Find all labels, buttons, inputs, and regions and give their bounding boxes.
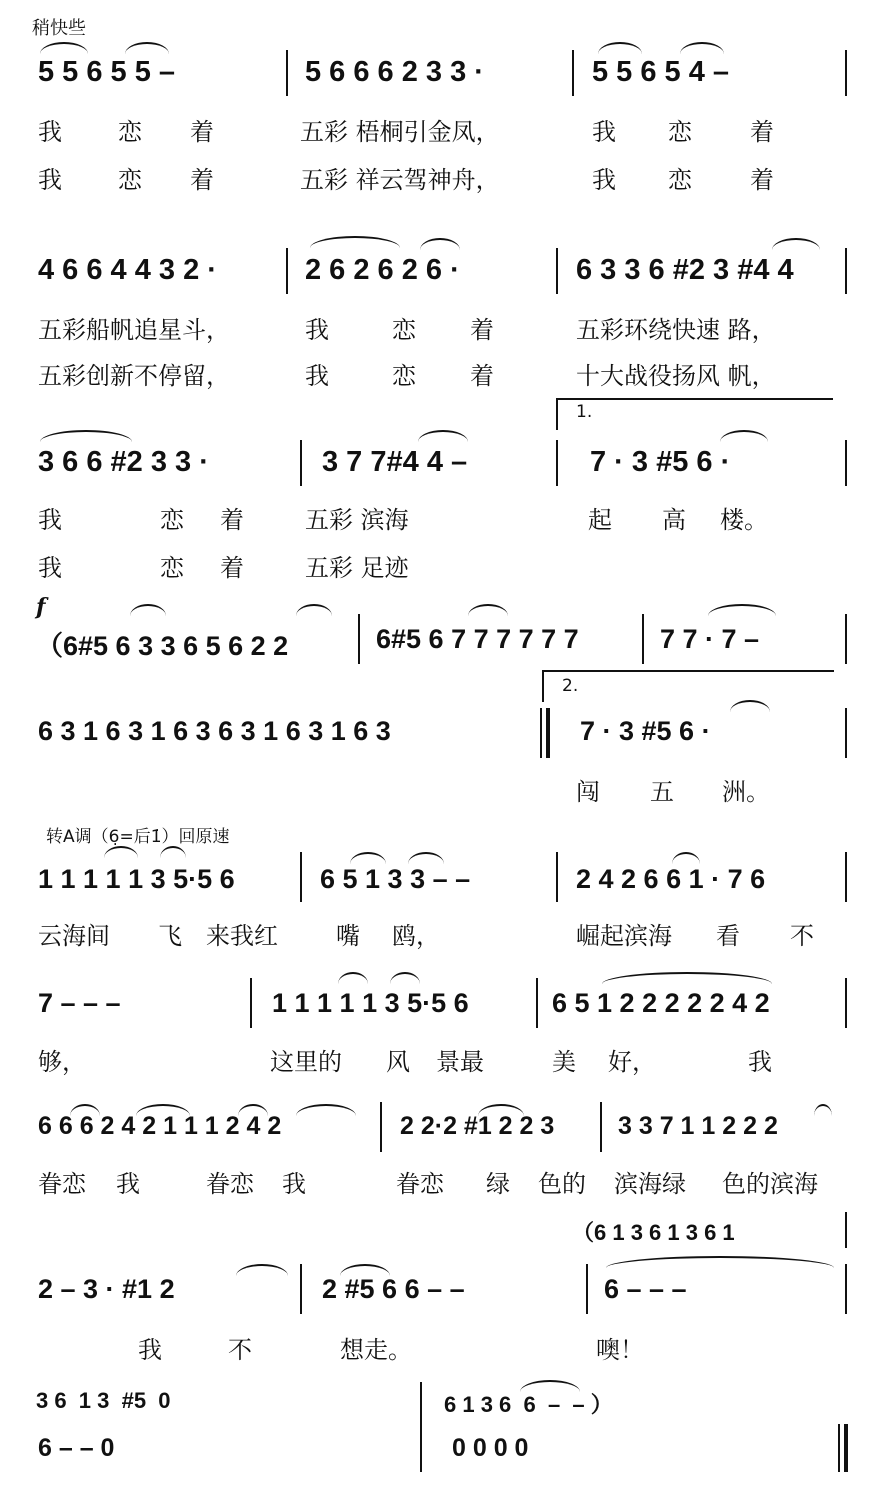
tempo-marking: 稍快些: [32, 18, 86, 39]
key-change-marking: 转A调（6̣=后1̇）回原速: [46, 827, 230, 847]
barline: [286, 248, 288, 294]
measure-5: 2 6 2 6 2 6 ·: [305, 254, 460, 286]
measure-11: 6#5 6 7 7 7 7 7 7: [376, 624, 579, 654]
system-9-lyrics: 我 不 想走。 噢！: [138, 1336, 644, 1364]
system-8-notes: [0, 1112, 873, 1152]
system-9-notes: [0, 1274, 873, 1314]
system-10-upper-voice: [0, 1388, 873, 1418]
measure-15: 1 1 1 1 1 3 5·5 6: [38, 864, 235, 894]
slur: [238, 1104, 268, 1116]
barline: [556, 852, 558, 902]
slur: [160, 846, 186, 858]
slur: [418, 430, 468, 442]
measure-28: 0 0 0 0: [452, 1434, 529, 1462]
volta-bracket-2: [542, 670, 834, 702]
slur: [296, 604, 332, 616]
slur: [520, 1380, 580, 1392]
system-3-lyrics-verse-2: 我 恋 着 五彩 足迹: [38, 554, 409, 582]
slur: [104, 846, 138, 858]
barline: [536, 978, 538, 1028]
slur: [602, 972, 772, 984]
measure-9: 7 · 3 #5 6 ·: [590, 446, 731, 478]
slur: [598, 42, 642, 54]
measure-4: 4 6 6 4 4 3 2 ·: [38, 254, 217, 286]
barline: [556, 440, 558, 486]
system-6-notes: [0, 864, 873, 904]
measure-8: 3 7 7#4 4 –: [322, 446, 468, 478]
barline: [845, 440, 847, 486]
slur: [468, 604, 508, 616]
slur: [236, 1264, 288, 1276]
slur: [40, 430, 132, 442]
measure-19: 1 1 1 1 1 3 5·5 6: [272, 988, 469, 1018]
barline: [380, 1102, 382, 1152]
system-5-lyrics: 闯 五 洲。: [576, 778, 770, 806]
barline: [845, 248, 847, 294]
system-4-notes: [0, 624, 873, 664]
measure-27: 6 – – 0: [38, 1434, 115, 1462]
final-barline-thick: [844, 1424, 848, 1472]
system-2-lyrics-verse-1: 五彩船帆追星斗， 我 恋 着 五彩环绕快速 路，: [38, 316, 776, 344]
measure-20: 6 5 1 2 2 2 2 2 4 2: [552, 988, 770, 1018]
slur: [408, 852, 444, 864]
system-9-upper-voice: [0, 1216, 873, 1246]
dynamic-forte: f: [36, 594, 46, 620]
slur: [390, 972, 420, 984]
barline: [572, 50, 574, 96]
slur: [720, 430, 768, 442]
barline: [642, 614, 644, 664]
measure-10: （6#5 6 3 3 6 5 6 2 2: [36, 631, 289, 661]
slur: [680, 42, 724, 54]
system-1-lyrics-verse-1: 我 恋 着 五彩 梧桐引金凤， 我 恋 着: [38, 118, 774, 146]
system-5-notes: [0, 716, 873, 756]
slur: [338, 972, 368, 984]
barline: [600, 1102, 602, 1152]
measure-13: 6 3 1 6 3 1 6 3 6 3 1 6 3 1 6 3: [38, 716, 391, 746]
slur: [606, 1256, 834, 1268]
barline: [586, 1264, 588, 1314]
barline: [845, 1264, 847, 1314]
measure-7: 3 6 6 #2 3 3 ·: [38, 446, 209, 478]
measure-18: 7 – – –: [38, 988, 121, 1018]
barline: [300, 1264, 302, 1314]
barline: [845, 614, 847, 664]
barline: [556, 248, 558, 294]
system-2-notes: [0, 254, 873, 294]
barline: [845, 708, 847, 758]
barline: [300, 440, 302, 486]
barline: [845, 852, 847, 902]
slur: [814, 1104, 832, 1116]
measure-6: 6 3 3 6 #2 3 #4 4: [576, 254, 794, 286]
slur: [70, 1104, 100, 1116]
system-3-notes: [0, 446, 873, 486]
barline: [845, 50, 847, 96]
upper-voice-fill: （6 1 3 6 1 3 6 1: [572, 1220, 735, 1245]
barline: [286, 50, 288, 96]
measure-23: 3 3 7 1 1 2 2 2: [618, 1112, 778, 1140]
slur: [130, 604, 166, 616]
slur: [310, 236, 400, 248]
measure-25: 2 #5 6 6 – –: [322, 1274, 465, 1304]
slur: [340, 1264, 390, 1276]
slur: [708, 604, 776, 616]
measure-22: 2 2·2 #1 2 2 3: [400, 1112, 555, 1140]
measure-26: 6 – – –: [604, 1274, 687, 1304]
slur: [296, 1104, 356, 1116]
system-10-notes: [0, 1434, 873, 1474]
system-2-lyrics-verse-2: 五彩创新不停留， 我 恋 着 十大战役扬风 帆，: [38, 362, 776, 390]
volta-bracket-1: [556, 398, 833, 430]
slur: [772, 238, 820, 250]
slur: [672, 852, 700, 864]
slur: [136, 1104, 190, 1116]
measure-24: 2 – 3 · #1 2: [38, 1274, 175, 1304]
repeat-barline: [540, 708, 542, 758]
measure-3: 5 5 6 5 4 –: [592, 56, 730, 88]
system-6-lyrics: 云海间 飞 来我红 嘴 鸥， 崛起滨海 看 不: [38, 922, 814, 950]
slur: [420, 238, 460, 250]
system-1-notes: [0, 56, 873, 96]
slur: [40, 42, 88, 54]
upper-voice-a: 3 6 1 3 #5 0: [36, 1388, 171, 1413]
final-barline-thin: [838, 1424, 840, 1472]
barline: [845, 1212, 847, 1248]
system-7-lyrics: 够， 这里的 风 景最 美 好， 我: [38, 1048, 772, 1076]
slur: [478, 1104, 524, 1116]
barline: [250, 978, 252, 1028]
upper-voice-b: 6 1 3 6 6 – – ）: [444, 1392, 613, 1417]
measure-1: 5 5 6 5 5 –: [38, 56, 176, 88]
volta-2-label: 2.: [562, 676, 579, 696]
slur: [125, 42, 169, 54]
barline: [420, 1382, 422, 1472]
barline: [358, 614, 360, 664]
measure-12: 7 7 · 7 –: [660, 624, 760, 654]
barline: [300, 852, 302, 902]
system-1-lyrics-verse-2: 我 恋 着 五彩 祥云驾神舟， 我 恋 着: [38, 166, 774, 194]
measure-2: 5 6 6 6 2 3 3 ·: [305, 56, 484, 88]
repeat-barline-thick: [546, 708, 550, 758]
barline: [845, 978, 847, 1028]
system-3-lyrics-verse-1: 我 恋 着 五彩 滨海 起 高 楼。: [38, 506, 768, 534]
system-7-notes: [0, 988, 873, 1028]
volta-1-label: 1.: [576, 402, 593, 422]
measure-21: 6 6 6 2 4 2 1 1 1 2 4 2: [38, 1112, 282, 1140]
system-8-lyrics: 眷恋 我 眷恋 我 眷恋 绿 色的 滨海绿 色的滨海: [38, 1170, 818, 1198]
measure-14: 7 · 3 #5 6 ·: [580, 716, 711, 746]
measure-16: 6 5 1 3 3 – –: [320, 864, 471, 894]
measure-17: 2 4 2 6 6 1 · 7 6: [576, 864, 766, 894]
slur: [350, 852, 386, 864]
